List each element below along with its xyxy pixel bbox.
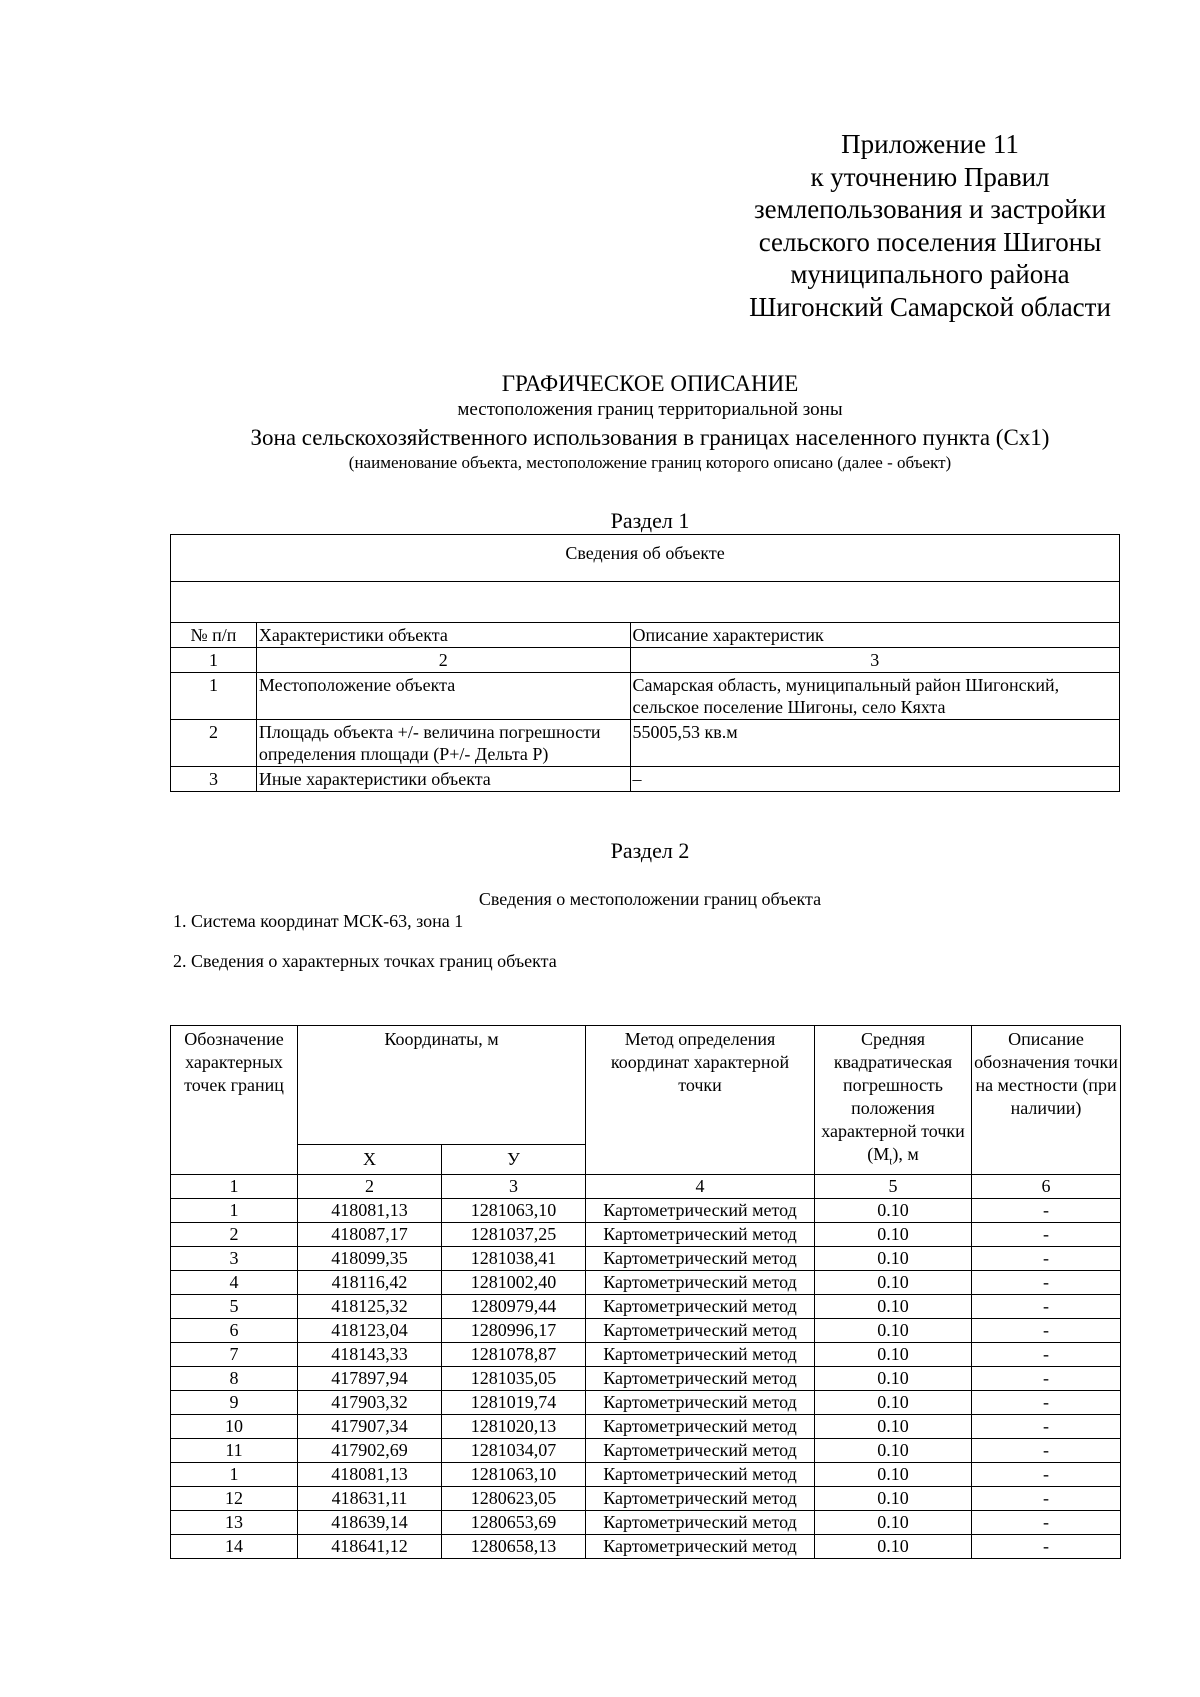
column-number: 5 [815,1174,972,1198]
table-row [171,1342,1121,1366]
coordinate-system: 1. Система координат МСК-63, зона 1 [173,911,464,931]
y-coordinate: 1280979,44 [442,1294,586,1318]
error-header-text: Средняя квадратическая погрешность положения характерной точки $(М_t)$, м [821,1029,965,1168]
column-number: 4 [586,1174,815,1198]
table-header-row [171,1026,1121,1145]
appendix-line: к уточнению Правил [810,161,1050,192]
row-name: Местоположение объекта [256,673,630,720]
table-empty-row [171,582,1120,623]
table-header-row [171,623,1120,648]
object-info-table [170,534,1120,792]
error-value: 0.10 [815,1438,972,1462]
point-description: - [972,1246,1121,1270]
y-coordinate: 1281078,87 [442,1342,586,1366]
x-coordinate: 418081,13 [298,1462,442,1486]
method: Картометрический метод [586,1414,815,1438]
y-coordinate: 1280653,69 [442,1510,586,1534]
point-number: 12 [171,1486,298,1510]
points-table [170,1025,1121,1559]
point-number: 7 [171,1342,298,1366]
x-coordinate: 418081,13 [298,1198,442,1222]
error-value: 0.10 [815,1318,972,1342]
table-row [171,1198,1121,1222]
point-description: - [972,1318,1121,1342]
error-value: 0.10 [815,1462,972,1486]
column-number: 3 [442,1174,586,1198]
table-row [171,1462,1121,1486]
row-value: – [630,767,1119,792]
column-header: Описание характеристик [630,623,1119,648]
column-header: Метод определения координат характерной точки [586,1026,815,1175]
y-coordinate: 1281034,07 [442,1438,586,1462]
error-value: 0.10 [815,1270,972,1294]
table-row [171,1318,1121,1342]
error-value: 0.10 [815,1222,972,1246]
document-subtitle: местоположения границ территориальной зоны [457,399,843,420]
point-description: - [972,1462,1121,1486]
error-value: 0.10 [815,1510,972,1534]
table-row [171,1270,1121,1294]
table-row [171,1222,1121,1246]
method: Картометрический метод [586,1198,815,1222]
point-description: - [972,1534,1121,1558]
y-coordinate: 1281002,40 [442,1270,586,1294]
point-number: 4 [171,1270,298,1294]
y-coordinate: 1281063,10 [442,1462,586,1486]
point-number: 3 [171,1246,298,1270]
column-number: 2 [298,1174,442,1198]
row-value: Самарская область, муниципальный район Шигонский, сельское поселение Шигоны, село Кяхта [630,673,1119,720]
column-header-x: Х [298,1145,442,1175]
table-row [171,767,1120,792]
x-coordinate: 418123,04 [298,1318,442,1342]
point-description: - [972,1222,1121,1246]
table-row [171,1246,1121,1270]
point-description: - [972,1270,1121,1294]
point-number: 10 [171,1414,298,1438]
table-row [171,1486,1121,1510]
column-number-row [171,1174,1121,1198]
point-number: 2 [171,1222,298,1246]
column-number: 6 [972,1174,1121,1198]
zone-name: Зона сельскохозяйственного использования в границах населенного пункта (Сх1) [250,425,1050,450]
point-description: - [972,1366,1121,1390]
method: Картометрический метод [586,1390,815,1414]
point-description: - [972,1438,1121,1462]
appendix-line: Шигонский Самарской области [749,291,1111,322]
error-value: 0.10 [815,1414,972,1438]
column-header: № п/п [171,623,257,648]
point-description: - [972,1510,1121,1534]
point-description: - [972,1414,1121,1438]
point-number: 5 [171,1294,298,1318]
error-value: 0.10 [815,1294,972,1318]
point-number: 9 [171,1390,298,1414]
error-value: 0.10 [815,1486,972,1510]
point-number: 6 [171,1318,298,1342]
table-row [171,1438,1121,1462]
error-value: 0.10 [815,1534,972,1558]
point-number: 1 [171,1198,298,1222]
column-header: Координаты, м [298,1026,586,1145]
method: Картометрический метод [586,1462,815,1486]
y-coordinate: 1281019,74 [442,1390,586,1414]
point-description: - [972,1294,1121,1318]
x-coordinate: 417907,34 [298,1414,442,1438]
y-coordinate: 1280658,13 [442,1534,586,1558]
point-number: 8 [171,1366,298,1390]
table-empty-cell [171,582,1120,623]
point-description: - [972,1486,1121,1510]
method: Картометрический метод [586,1510,815,1534]
y-coordinate: 1281035,05 [442,1366,586,1390]
error-value: 0.10 [815,1366,972,1390]
row-value: 55005,53 кв.м [630,720,1119,767]
error-value: 0.10 [815,1246,972,1270]
column-number: 2 [256,648,630,673]
method: Картометрический метод [586,1342,815,1366]
y-coordinate: 1281038,41 [442,1246,586,1270]
method: Картометрический метод [586,1438,815,1462]
y-coordinate: 1281020,13 [442,1414,586,1438]
error-value: 0.10 [815,1390,972,1414]
table-row [171,1534,1121,1558]
document-title: ГРАФИЧЕСКОЕ ОПИСАНИЕ [501,371,799,396]
method: Картометрический метод [586,1534,815,1558]
method: Картометрический метод [586,1246,815,1270]
x-coordinate: 418087,17 [298,1222,442,1246]
x-coordinate: 418099,35 [298,1246,442,1270]
row-name: Иные характеристики объекта [256,767,630,792]
table-row [171,1294,1121,1318]
appendix-line: землепользования и застройки [753,194,1106,224]
y-coordinate: 1280623,05 [442,1486,586,1510]
section1-title: Раздел 1 [610,508,690,533]
table-caption-row [171,535,1120,582]
row-number: 3 [171,767,257,792]
column-number: 1 [171,1174,298,1198]
column-header: Характеристики объекта [256,623,630,648]
appendix-line: Приложение 11 [841,129,1019,159]
column-header: Обозначение характерных точек границ [171,1026,298,1175]
section2-title: Раздел 2 [610,838,690,863]
method: Картометрический метод [586,1366,815,1390]
points-caption: 2. Сведения о характерных точках границ объекта [173,951,557,971]
point-description: - [972,1342,1121,1366]
point-number: 13 [171,1510,298,1534]
x-coordinate: 418116,42 [298,1270,442,1294]
column-number: 3 [630,648,1119,673]
appendix-header [720,128,1140,323]
y-coordinate: 1281037,25 [442,1222,586,1246]
column-header-y: У [442,1145,586,1175]
y-coordinate: 1281063,10 [442,1198,586,1222]
row-number: 2 [171,720,257,767]
error-value: 0.10 [815,1342,972,1366]
x-coordinate: 417902,69 [298,1438,442,1462]
appendix-line: сельского поселения Шигоны [758,226,1102,257]
x-coordinate: 417903,32 [298,1390,442,1414]
method: Картометрический метод [586,1486,815,1510]
point-number: 11 [171,1438,298,1462]
point-number: 1 [171,1462,298,1486]
column-header [815,1026,972,1175]
x-coordinate: 417897,94 [298,1366,442,1390]
appendix-line: муниципального района [790,259,1070,289]
method: Картометрический метод [586,1318,815,1342]
table-row [171,1366,1121,1390]
x-coordinate: 418631,11 [298,1486,442,1510]
row-name: Площадь объекта +/- величина погрешности определения площади (Р+/- Дельта Р) [256,720,630,767]
point-description: - [972,1198,1121,1222]
column-number-row [171,648,1120,673]
table-row [171,1390,1121,1414]
column-header: Описание обозначения точки на местности (при наличии) [972,1026,1121,1175]
method: Картометрический метод [586,1270,815,1294]
table-caption: Сведения об объекте [171,535,1120,582]
method: Картометрический метод [586,1222,815,1246]
method: Картометрический метод [586,1294,815,1318]
point-number: 14 [171,1534,298,1558]
x-coordinate: 418639,14 [298,1510,442,1534]
table-row [171,1510,1121,1534]
point-description: - [972,1390,1121,1414]
table-row [171,1414,1121,1438]
x-coordinate: 418125,32 [298,1294,442,1318]
error-value: 0.10 [815,1198,972,1222]
object-note: (наименование объекта, местоположение границ которого описано (далее - объект) [348,453,952,472]
row-number: 1 [171,673,257,720]
y-coordinate: 1280996,17 [442,1318,586,1342]
section2-caption: Сведения о местоположении границ объекта [478,889,822,909]
table-row [171,673,1120,720]
x-coordinate: 418641,12 [298,1534,442,1558]
column-number: 1 [171,648,257,673]
table-row [171,720,1120,767]
x-coordinate: 418143,33 [298,1342,442,1366]
